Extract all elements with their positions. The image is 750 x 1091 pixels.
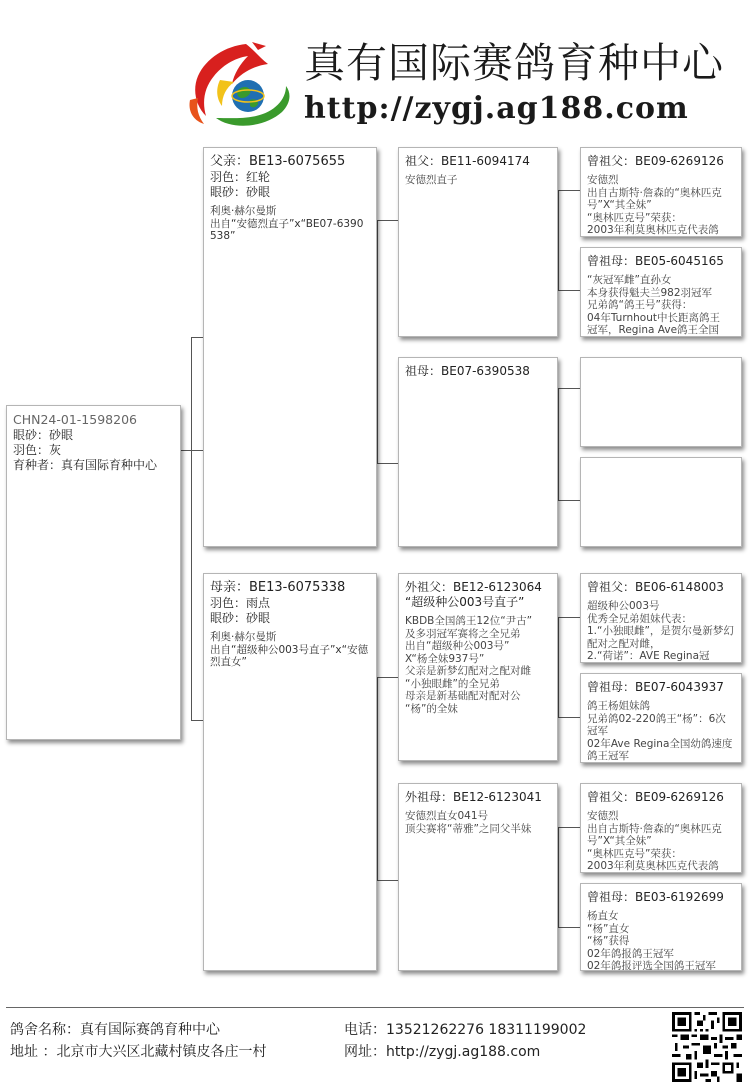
grandsire-maternal-card[interactable] (398, 573, 558, 761)
footer-website[interactable]: 网址：http://zygj.ag188.com (344, 1044, 541, 1060)
connector (558, 827, 580, 828)
connector (558, 827, 559, 927)
sire-card[interactable] (203, 147, 377, 547)
great-grandparent-card[interactable] (580, 457, 742, 547)
connector (191, 720, 203, 721)
dam-title: 母亲：BE13-6075338 (210, 580, 346, 595)
footer-loft-name: 鸽舍名称：真有国际赛鸽育种中心 (10, 1022, 220, 1038)
connector (377, 220, 378, 463)
connector (191, 337, 203, 338)
subject-card[interactable] (6, 405, 181, 740)
great-grandparent-card[interactable] (580, 147, 742, 237)
great-grandparent-title: 曾祖父：BE06-6148003 (587, 580, 724, 594)
connector (558, 617, 580, 618)
grandsire-maternal-title: 外祖父：BE12-6123064 (405, 580, 542, 594)
connector (558, 190, 580, 191)
great-grandparent-card[interactable] (580, 783, 742, 873)
connector (558, 388, 559, 500)
sire-description: 利奥·赫尔曼斯 出自“安德烈直子”x“BE07-6390538” (210, 205, 364, 242)
great-grandparent-card[interactable] (580, 883, 742, 971)
connector (558, 717, 580, 718)
qr-code-icon[interactable] (672, 1012, 742, 1082)
granddam-maternal-card[interactable] (398, 783, 558, 971)
connector (558, 290, 580, 291)
granddam-maternal-description: 安德烈直女041号 顶尖赛将“蒂雅”之同父半妹 (405, 810, 532, 835)
grandsire-paternal-title: 祖父：BE11-6094174 (405, 154, 530, 168)
great-grandparent-description: 安德烈 出自古斯特·詹森的“奥林匹克号”X“其全妹” “奥林匹克号”荣获： 2003年利莫奥林匹克代表鸽 (587, 174, 722, 236)
great-grandparent-title: 曾祖父：BE09-6269126 (587, 790, 724, 804)
great-grandparent-title: 曾祖母：BE03-6192699 (587, 890, 724, 904)
great-grandparent-description: 安德烈 出自古斯特·詹森的“奥林匹克号”X“其全妹” “奥林匹克号”荣获： 2003年利莫奥林匹克代表鸽 (587, 810, 722, 872)
connector (377, 677, 378, 880)
great-grandparent-description: “灰冠军雌”直孙女 本身获得魁夫兰982羽冠军 兄弟鸽“鸽王号”获得： 04年Turnhout中长距离鸽王 冠军，Regina Ave鸽王全国 (587, 274, 720, 336)
connector (377, 677, 398, 678)
great-grandparent-description: 鸽王杨姐妹鸽 兄弟鸽02-220鸽王“杨”：6次冠军 02年Ave Regina全国幼鸽速度鸽王冠军 (587, 700, 733, 762)
sire-title: 父亲：BE13-6075655 (210, 154, 346, 169)
grandsire-maternal-description: KBDB全国鸽王12位“尹古” 及多羽冠军赛将之全兄弟 出自“超级种公003号” X“杨全妹937号” 父亲是新梦幻配对之配对雌 “小独眼雌”的全兄弟 母亲是新基础配对配对公 “杨”的全妹 (405, 615, 533, 715)
brand-title: 真有国际赛鸽育种中心 (304, 39, 724, 87)
sire-eye: 眼砂：砂眼 (210, 185, 271, 199)
great-grandparent-card[interactable] (580, 357, 742, 447)
connector (191, 337, 192, 720)
grandsire-maternal-subtitle: “超级种公003号直子” (405, 595, 525, 609)
great-grandparent-card[interactable] (580, 573, 742, 663)
grandsire-paternal-description: 安德烈直子 (405, 174, 458, 186)
great-grandparent-card[interactable] (580, 247, 742, 337)
granddam-maternal-title: 外祖母：BE12-6123041 (405, 790, 542, 804)
great-grandparent-card[interactable] (580, 673, 742, 763)
granddam-paternal-card[interactable] (398, 357, 558, 547)
footer-address: 地址 ：北京市大兴区北藏村镇皮各庄一村 (10, 1044, 267, 1060)
granddam-paternal-title: 祖母：BE07-6390538 (405, 364, 530, 378)
connector (377, 220, 398, 221)
connector (181, 450, 203, 451)
footer-phone: 电话：13521262276 18311199002 (344, 1022, 587, 1038)
connector (558, 617, 559, 717)
subject-ring-number: CHN24-01-1598206 (13, 412, 137, 427)
subject-eye: 眼砂：砂眼 (13, 428, 74, 442)
dam-description: 利奥·赫尔曼斯 出自“超级种公003号直子”x“安德烈直女” (210, 631, 369, 668)
brand-logo (186, 40, 296, 126)
connector (558, 190, 559, 290)
subject-color: 羽色：灰 (13, 443, 62, 457)
great-grandparent-title: 曾祖父：BE09-6269126 (587, 154, 724, 168)
great-grandparent-description: 超级种公003号 优秀全兄弟姐妹代表： 1.“小独眼雌”，是贺尔曼新梦幻配对之配对雌， 2.“荷诺”：AVE Regina冠 (587, 600, 734, 662)
subject-breeder: 育种者：真有国际育种中心 (13, 458, 158, 472)
connector (377, 880, 398, 881)
footer-divider (6, 1007, 744, 1008)
great-grandparent-title: 曾祖母：BE05-6045165 (587, 254, 724, 268)
great-grandparent-title: 曾祖母：BE07-6043937 (587, 680, 724, 694)
dam-eye: 眼砂：砂眼 (210, 611, 271, 625)
great-grandparent-description: 杨直女 “杨”直女 “杨”获得 02年鸽报鸽王冠军 02年鸽报评选全国鸽王冠军 (587, 910, 716, 971)
dam-card[interactable] (203, 573, 377, 971)
connector (558, 500, 580, 501)
connector (558, 388, 580, 389)
dam-color: 羽色：雨点 (210, 596, 271, 610)
connector (558, 927, 580, 928)
grandsire-paternal-card[interactable] (398, 147, 558, 337)
connector (377, 463, 398, 464)
sire-color: 羽色：红轮 (210, 170, 271, 184)
brand-url: http://zygj.ag188.com (304, 91, 689, 126)
